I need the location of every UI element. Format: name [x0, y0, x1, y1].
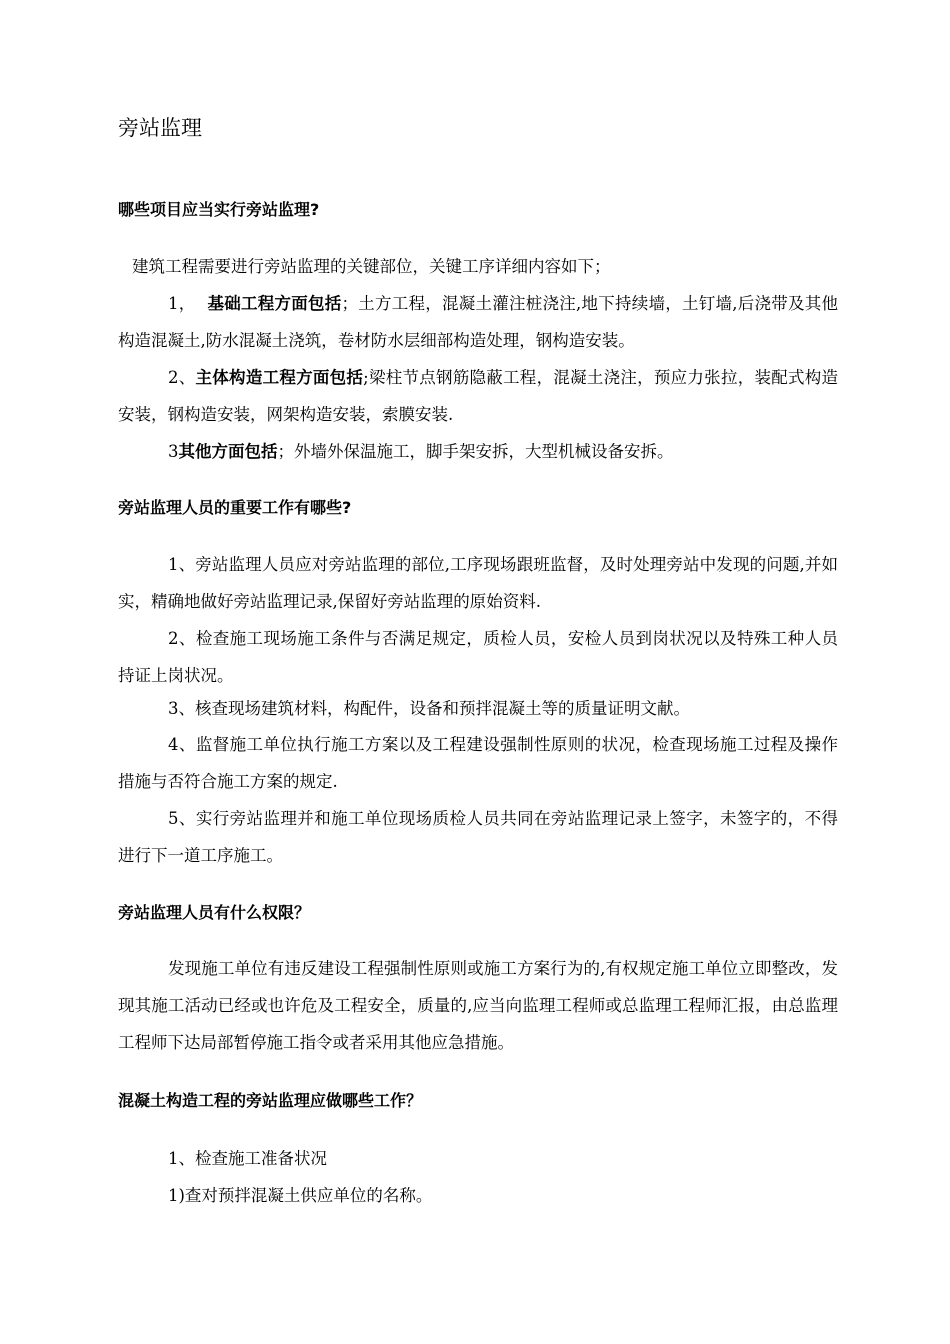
- structure-label: 主体构造工程方面包括: [195, 368, 364, 387]
- section1-intro: 建筑工程需要进行旁站监理的关键部位，关键工序详细内容如下；: [132, 257, 611, 276]
- section-heading-duties: 旁站监理人员的重要工作有哪些?: [118, 498, 352, 517]
- foundation-label: 基础工程方面包括: [207, 294, 342, 313]
- concrete-subitem: 1)查对预拌混凝土供应单位的名称。: [168, 1186, 433, 1205]
- duty-item: 2、检查施工现场施工条件与否满足规定，质检人员，安检人员到岗状况以及特殊工种人员持证上岗状况。: [118, 629, 838, 685]
- section-heading-authority: 旁站监理人员有什么权限？: [118, 903, 311, 922]
- duty-item: 5、实行旁站监理并和施工单位现场质检人员共同在旁站监理记录上签字，未签字的，不得进行下一道工序施工。: [118, 809, 838, 865]
- concrete-item: 1、检查施工准备状况: [168, 1149, 327, 1168]
- duty-item: 3、核查现场建筑材料，构配件，设备和预拌混凝土等的质量证明文献。: [168, 699, 690, 718]
- section-heading-concrete: 混凝土构造工程的旁站监理应做哪些工作？: [118, 1091, 423, 1110]
- section1-item-structure: 2、主体构造工程方面包括;梁柱节点钢筋隐蔽工程，混凝土浇注，预应力张拉，装配式构造安装，钢构造安装，网架构造安装，索膜安装.: [118, 368, 839, 424]
- section1-item-other: 3其他方面包括；外墙外保温施工，脚手架安拆，大型机械设备安拆。: [168, 442, 674, 461]
- section-heading-projects: 哪些项目应当实行旁站监理?: [118, 200, 320, 219]
- authority-text: 发现施工单位有违反建设工程强制性原则或施工方案行为的,有权规定施工单位立即整改，发现其施工活动已经或也许危及工程安全，质量的,应当向监理工程师或总监理工程师汇报，由总监理工程师下达局部暂停施工指令或者采用其他应急措施。: [118, 959, 838, 1052]
- duty-item: 4、监督施工单位执行施工方案以及工程建设强制性原则的状况，检查现场施工过程及操作措施与否符合施工方案的规定.: [118, 735, 838, 791]
- document-title: 旁站监理: [118, 116, 202, 140]
- other-label: 其他方面包括: [178, 442, 278, 461]
- section1-item-foundation: 1， 基础工程方面包括；土方工程，混凝土灌注桩浇注,地下持续墙，土钉墙,后浇带及其他构造混凝土,防水混凝土浇筑，卷材防水层细部构造处理，钢构造安装。: [118, 294, 838, 350]
- duty-item: 1、旁站监理人员应对旁站监理的部位,工序现场跟班监督，及时处理旁站中发现的问题,并如实，精确地做好旁站监理记录,保留好旁站监理的原始资料.: [118, 555, 838, 611]
